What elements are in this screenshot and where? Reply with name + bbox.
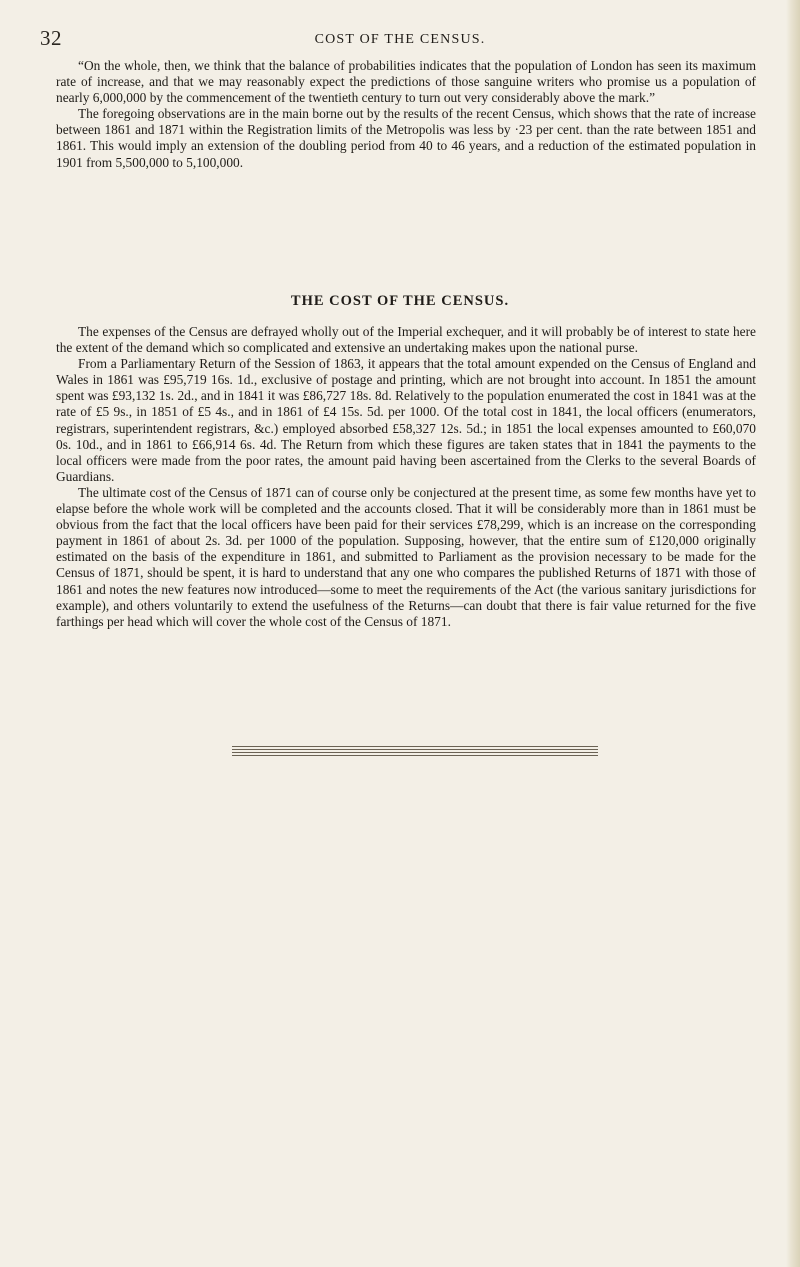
page-number: 32	[40, 26, 62, 50]
divider-rule	[232, 752, 598, 753]
section-heading: THE COST OF THE CENSUS.	[290, 293, 510, 309]
opening-text-block	[56, 58, 756, 171]
running-head: COST OF THE CENSUS.	[314, 32, 486, 47]
section-text-block	[56, 324, 756, 630]
divider-rule	[232, 746, 598, 747]
paragraph: The ultimate cost of the Census of 1871 can of course only be conjectured at the present time, as some few months have yet to elapse before the whole work will be completed and the accounts closed. That it will be considerably more than in 1861 must be obvious from the fact that the local officers have been paid for their services £78,299, which is an increase on the corresponding payment in 1861 of about 2s. 3d. per 1000 of the population. Supposing, however, that the entire sum of £120,000 originally estimated on the basis of the expenditure in 1861, and submitted to Parliament as the provision necessary to be made for the Census of 1871, should be spent, it is hard to understand that any one who compares the published Returns of 1871 with those of 1861 and notes the new features now introduced—some to meet the requirements of the Act (the various sanitary jurisdictions for example), and others voluntarily to extend the usefulness of the Returns—can doubt that there is fair value returned for the five farthings per head which will cover the whole cost of the Census of 1871.	[56, 484, 756, 629]
divider-rule	[232, 749, 598, 750]
quoted-paragraph: “On the whole, then, we think that the balance of probabilities indicates that the population of London has seen its maximum rate of increase, and that we may reasonably expect the predictions of those sanguine writers who promise us a population of nearly 6,000,000 by the commencement of the twentieth century to turn out very considerably above the mark.”	[56, 58, 756, 106]
page-edge-shadow	[786, 0, 800, 1267]
paragraph: The expenses of the Census are defrayed wholly out of the Imperial exchequer, and it will probably be of interest to state here the extent of the demand which so complicated and extensive an undertaking makes upon the national purse.	[56, 324, 756, 356]
paragraph: The foregoing observations are in the main borne out by the results of the recent Census, which shows that the rate of increase between 1861 and 1871 within the Registration limits of the Metropolis was less by ·23 per cent. than the rate between 1851 and 1861. This would imply an extension of the doubling period from 40 to 46 years, and a reduction of the estimated population in 1901 from 5,500,000 to 5,100,000.	[56, 106, 756, 170]
paragraph: From a Parliamentary Return of the Session of 1863, it appears that the total amount expended on the Census of England and Wales in 1861 was £95,719 16s. 1d., exclusive of postage and printing, which are not brought into account. In 1851 the amount spent was £93,132 1s. 2d., and in 1841 it was £86,727 18s. 8d. Relatively to the population enumerated the cost in 1841 was at the rate of £5 9s., in 1851 of £5 4s., and in 1861 of £4 15s. 5d. per 1000. Of the total cost in 1841, the local officers (enumerators, registrars, superintendent registrars, &c.) employed absorbed £58,327 12s. 5d.; in 1851 the local expenses amounted to £60,070 0s. 10d., and in 1861 to £66,914 6s. 4d. The Return from which these figures are taken states that in 1841 the payments to the local officers were made from the poor rates, the amount paid having been ascertained from the Clerks to the several Boards of Guardians.	[56, 356, 756, 484]
divider-rule	[232, 755, 598, 756]
